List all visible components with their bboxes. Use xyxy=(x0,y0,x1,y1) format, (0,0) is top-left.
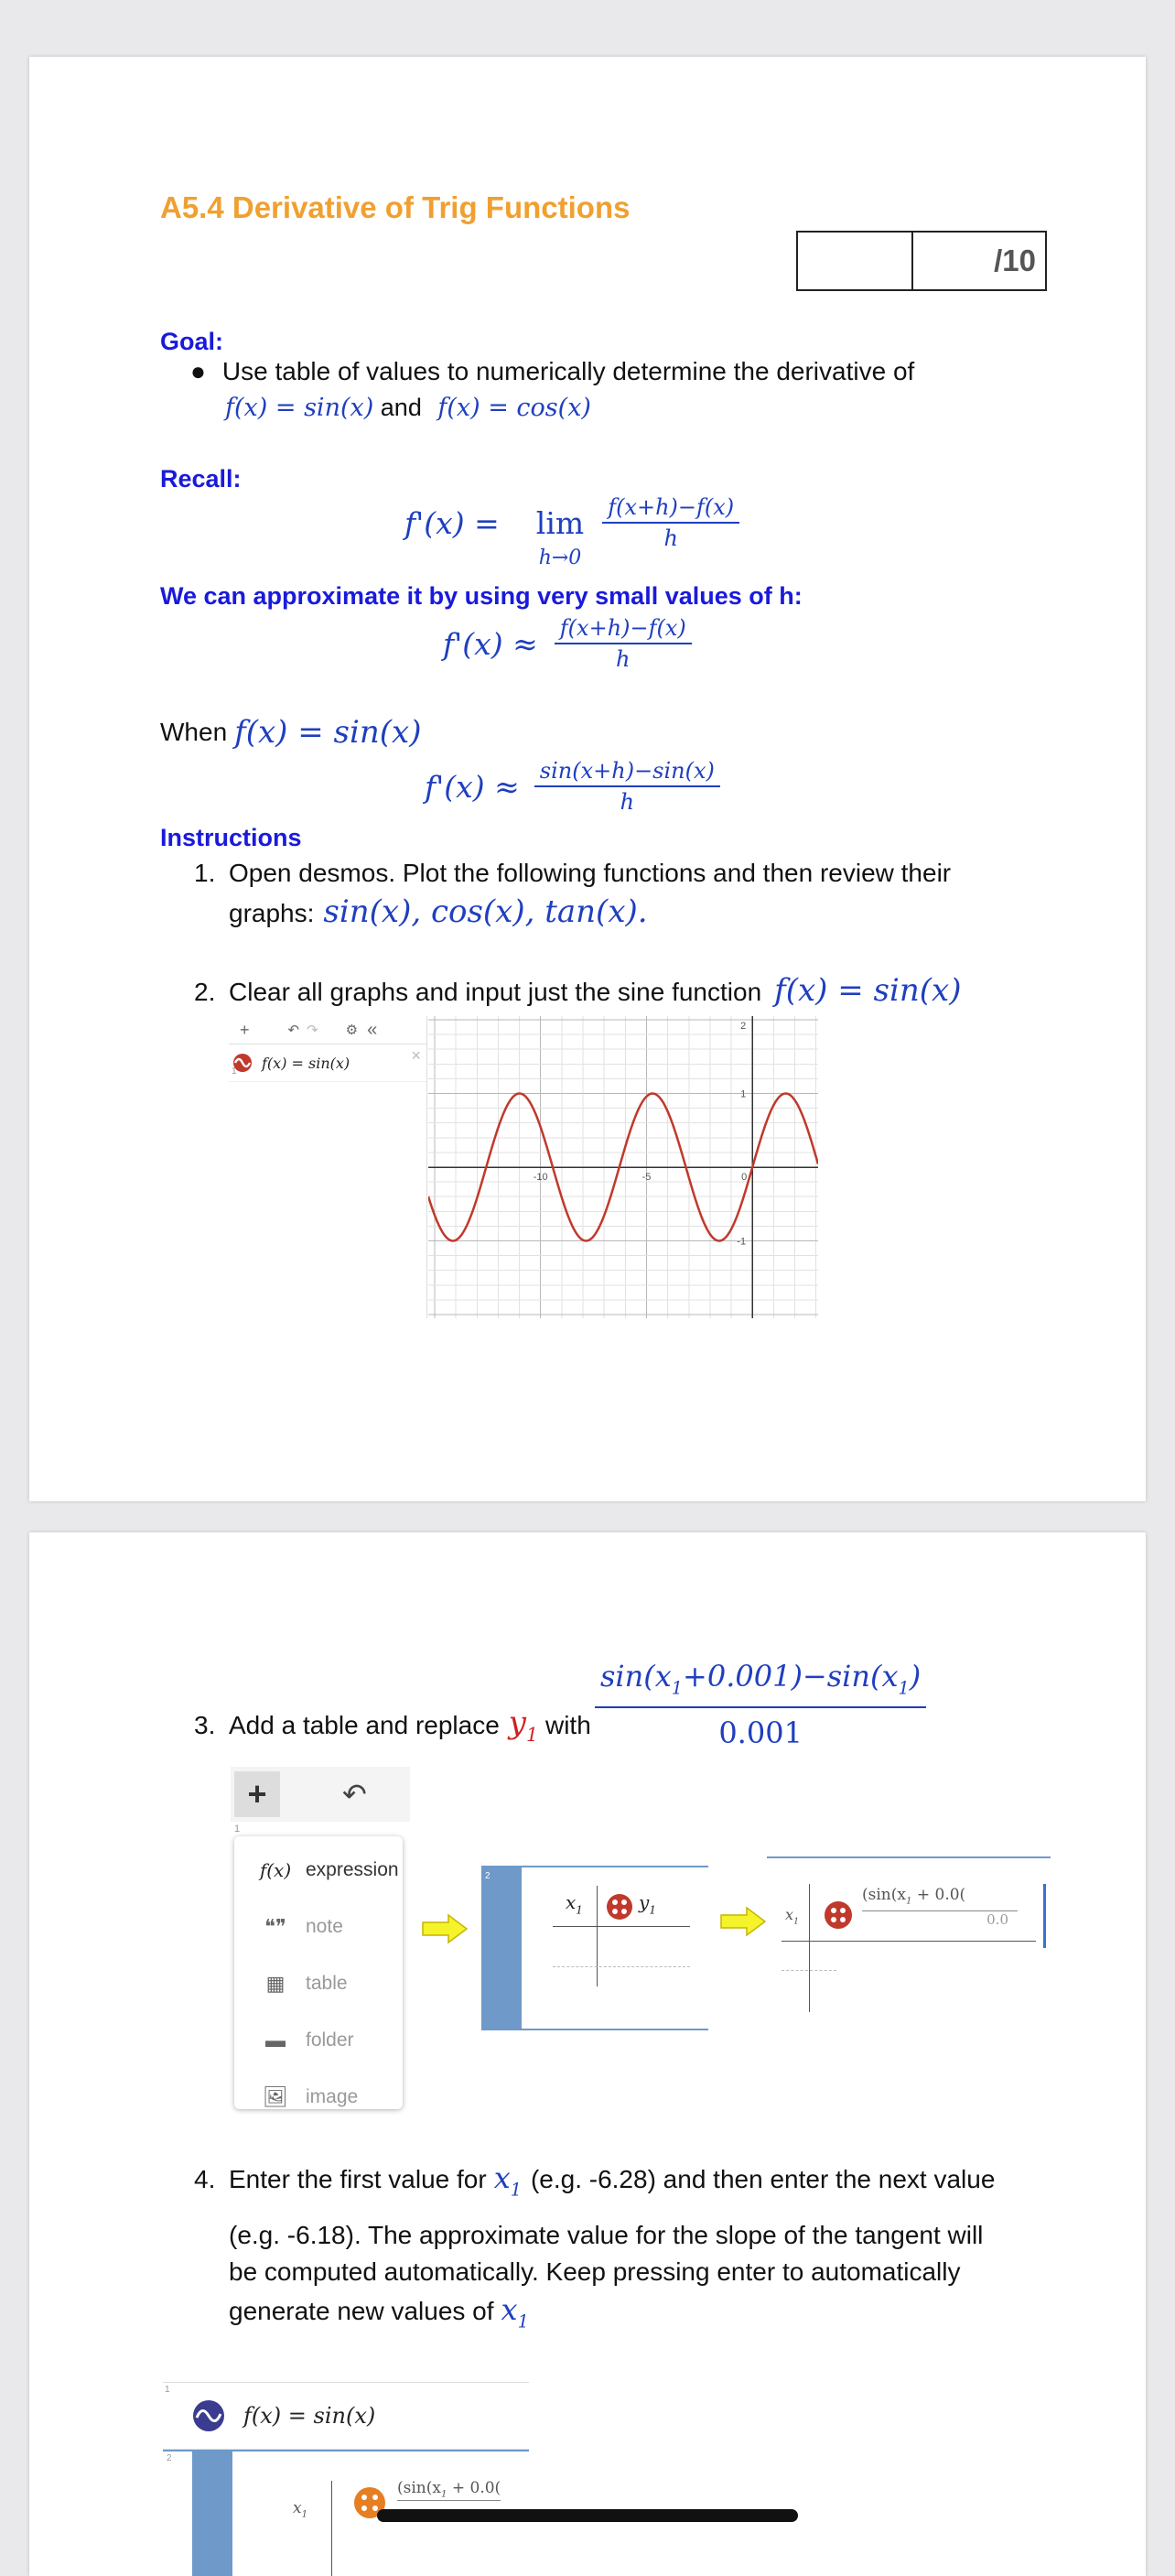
bottom-desmos-screenshot xyxy=(163,2382,529,2576)
tick-label-y2: 2 xyxy=(740,1021,747,1033)
expression-icon: f(x) xyxy=(259,1859,292,1881)
note-icon: ❝❞ xyxy=(264,1915,286,1938)
menu-item-expression[interactable] xyxy=(234,1842,403,1899)
when-lhs: f'(x) ≈ xyxy=(425,768,520,805)
menu-item-label: expression xyxy=(306,1859,399,1880)
when-fraction xyxy=(534,758,720,815)
lim-subscript: h→0 xyxy=(538,547,582,569)
item-1-number: 1. xyxy=(194,859,216,887)
desmos-screenshot xyxy=(229,1016,818,1318)
table-icon: ▦ xyxy=(265,1972,286,1995)
table-y1-header[interactable]: $y_1$ xyxy=(639,1891,656,1917)
add-menu-popup xyxy=(234,1836,403,2109)
goal-text: Use table of values to numerically determine the derivative of xyxy=(221,357,915,385)
item-4-line-e xyxy=(229,2292,529,2332)
expression-toolbar xyxy=(229,1016,426,1044)
item-2-number: 2. xyxy=(194,978,216,1006)
table2-expression-den: 0.0 xyxy=(986,1910,1008,1928)
menu-item-table[interactable] xyxy=(234,1955,403,2012)
undo-icon[interactable]: ↶ xyxy=(287,1023,300,1038)
expression-text[interactable]: f(x) = sin(x) xyxy=(262,1054,350,1072)
menu-item-image[interactable] xyxy=(234,2069,403,2126)
tick-label-zero: 0 xyxy=(741,1172,748,1183)
table-x1-header[interactable]: $x_1$ xyxy=(566,1891,583,1917)
bottom-x1-header[interactable]: $x_1$ xyxy=(293,2499,308,2520)
sine-graph xyxy=(428,1016,818,1318)
item-4-text-b: (e.g. -6.28) and then enter the next value xyxy=(530,2165,996,2193)
add-item-menu-screenshot xyxy=(231,1767,410,2113)
row-number: 1 xyxy=(234,1824,241,1835)
item-4-x1: $x_1$ xyxy=(493,2160,522,2201)
when-fn: f(x) = sin(x) xyxy=(234,714,422,751)
lim-text: lim xyxy=(535,505,585,541)
y1-symbol xyxy=(509,1705,538,1746)
row-number: 1 xyxy=(165,2385,170,2395)
graph-area[interactable] xyxy=(428,1016,818,1318)
page-title: A5.4 Derivative of Trig Functions xyxy=(160,190,631,224)
expression-panel xyxy=(229,1016,427,1318)
folder-icon: ▬ xyxy=(265,2029,286,2051)
instruction-3 xyxy=(194,1705,595,1746)
item-3-denominator: 0.001 xyxy=(718,1715,803,1750)
undo-icon[interactable]: ↶ xyxy=(342,1778,367,1811)
row-number: 2 xyxy=(485,1871,490,1881)
goal-and: and xyxy=(380,394,422,421)
goal-cos-fn: f(x) = cos(x) xyxy=(437,394,591,422)
goal-sin-fn: f(x) = sin(x) xyxy=(225,394,374,422)
menu-item-label: image xyxy=(306,2086,359,2107)
goal-heading: Goal: xyxy=(160,328,224,355)
instruction-2 xyxy=(194,972,961,1009)
home-indicator[interactable] xyxy=(377,2509,798,2522)
y1-subscript: 1 xyxy=(526,1724,538,1747)
when-denominator: h xyxy=(620,789,635,815)
menu-item-folder[interactable] xyxy=(234,2012,403,2069)
when-numerator: sin(x+h)−sin(x) xyxy=(534,758,720,787)
instruction-4 xyxy=(194,2160,995,2201)
menu-item-label: table xyxy=(306,1973,348,1994)
add-item-button[interactable]: + xyxy=(240,1020,250,1039)
score-total: /10 xyxy=(994,244,1036,277)
item-4-x1-end: $x_1$ xyxy=(501,2292,529,2332)
table-grid xyxy=(553,1886,690,1986)
approx-lhs: f'(x) ≈ xyxy=(443,625,538,662)
right-arrow-icon xyxy=(421,1913,469,1944)
add-item-button[interactable]: + xyxy=(234,1771,280,1817)
item-3-number: 3. xyxy=(194,1710,216,1739)
sine-curve-icon xyxy=(192,2399,225,2432)
menu-item-label: folder xyxy=(306,2029,354,2051)
selected-row-bar xyxy=(481,1867,522,2029)
approx-heading: We can approximate it by using very small values of h: xyxy=(160,582,803,610)
series-color-icon-2[interactable] xyxy=(824,1900,853,1930)
series-color-icon[interactable] xyxy=(606,1893,633,1921)
item-4-text-e: generate new values of xyxy=(229,2297,494,2325)
bottom-expression-header[interactable]: ($\sin(x_1 + 0.0$( xyxy=(397,2479,501,2500)
collapse-icon[interactable]: « xyxy=(367,1019,378,1040)
goal-functions xyxy=(225,394,591,422)
row-number: 1 xyxy=(232,1066,237,1077)
approx-numerator: f(x+h)−f(x) xyxy=(555,615,692,644)
item-1-text-2: graphs: xyxy=(229,899,315,927)
item-1-math: sin(x), cos(x), tan(x). xyxy=(323,893,648,930)
score-box xyxy=(796,231,1047,291)
text-cursor xyxy=(1043,1884,1046,1948)
tick-label-neg10: -10 xyxy=(533,1172,548,1183)
image-icon: 🖼 xyxy=(263,2085,288,2108)
item-4-text-c: (e.g. -6.18). The approximate value for the slope of the tangent will xyxy=(229,2221,984,2249)
recall-heading: Recall: xyxy=(160,465,242,492)
item-4-number: 4. xyxy=(194,2165,216,2193)
add-menu-items xyxy=(234,1836,403,2126)
redo-icon[interactable]: ↷ xyxy=(307,1023,318,1038)
y1-letter: y xyxy=(508,1705,526,1741)
when-label: When xyxy=(160,718,228,746)
item-3-text: Add a table and replace xyxy=(229,1710,500,1739)
recall-limit xyxy=(536,505,584,569)
goal-bullet xyxy=(190,357,914,386)
tick-label-yneg1: -1 xyxy=(737,1236,747,1248)
table-screenshot-1 xyxy=(481,1866,708,2030)
item-2-text: Clear all graphs and input just the sine function xyxy=(229,978,762,1006)
recall-numerator: f(x+h)−f(x) xyxy=(602,494,739,524)
bottom-expression-text[interactable]: f(x) = sin(x) xyxy=(243,2403,376,2429)
item-3-with: with xyxy=(544,1710,591,1739)
approx-denominator: h xyxy=(616,646,631,672)
item-1-text: Open desmos. Plot the following functions and then review their xyxy=(229,859,952,887)
recall-lhs: f'(x) = xyxy=(404,505,500,541)
tick-label-y1: 1 xyxy=(740,1088,747,1100)
tick-label-neg5: -5 xyxy=(641,1172,652,1183)
bullet-dot: ● xyxy=(190,357,206,385)
item-3-numerator: $\sin(x_1+0.001)-\sin(x_1)$ xyxy=(595,1659,926,1708)
approx-fraction xyxy=(555,615,692,672)
instructions-heading: Instructions xyxy=(160,824,302,851)
document-page-2 xyxy=(29,1532,1146,2576)
item-2-math: f(x) = sin(x) xyxy=(774,972,962,1009)
document-page-1 xyxy=(29,57,1146,1501)
table2-x1-header[interactable]: $x_1$ xyxy=(785,1906,800,1927)
right-arrow-icon-2 xyxy=(719,1906,767,1937)
menu-item-note[interactable] xyxy=(234,1899,403,1955)
expression-row[interactable] xyxy=(229,1044,426,1082)
gear-icon[interactable]: ⚙ xyxy=(345,1023,359,1038)
approx-formula xyxy=(443,615,692,672)
recall-formula xyxy=(404,494,739,568)
table2-expression-header[interactable]: ($\sin(x_1 + 0.0$( 0.0 xyxy=(862,1886,1018,1928)
recall-fraction xyxy=(602,494,739,551)
instruction-1-line-2 xyxy=(229,893,648,930)
score-input-cell[interactable] xyxy=(798,233,913,289)
item-4-text-d: be computed automatically. Keep pressing enter to automatically xyxy=(229,2257,961,2286)
when-formula xyxy=(425,758,720,815)
close-icon[interactable]: × xyxy=(411,1046,421,1065)
bottom-expression-row[interactable] xyxy=(163,2382,529,2450)
menu-item-label: note xyxy=(306,1916,343,1937)
instruction-1 xyxy=(194,859,951,888)
menu-toolbar xyxy=(231,1767,410,1822)
item-3-fraction xyxy=(595,1659,926,1750)
item-4-text-a: Enter the first value for xyxy=(229,2165,487,2193)
table-screenshot-2 xyxy=(767,1856,1051,2019)
row-number-2: 2 xyxy=(167,2453,172,2463)
when-line xyxy=(160,714,421,751)
recall-denominator: h xyxy=(663,525,678,551)
